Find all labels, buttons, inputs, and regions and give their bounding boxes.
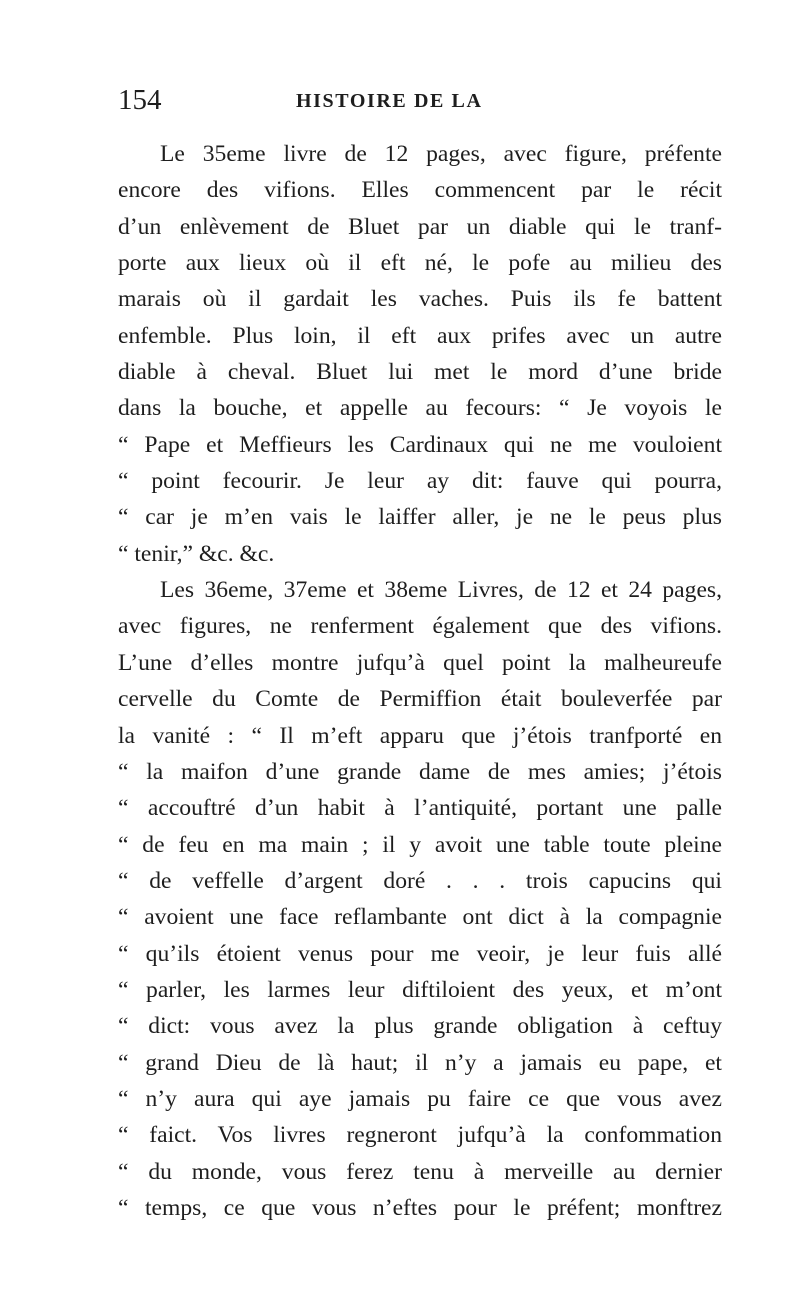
running-head bbox=[118, 84, 723, 116]
text-line: Le 35eme livre de 12 pages, avec figure, préfente bbox=[160, 141, 722, 167]
text-line: L’une d’elles montre jufqu’à quel point la malheureufe bbox=[118, 649, 722, 676]
text-line: “ de feu en ma main ; il y avoit une table toute pleine bbox=[118, 831, 722, 858]
text-line: “ tenir,” &c. &c. bbox=[118, 540, 275, 567]
text-line: enfemble. Plus loin, il eft aux prifes avec un autre bbox=[118, 322, 722, 349]
text-line: “ temps, ce que vous n’eftes pour le préfent; monftrez bbox=[118, 1194, 722, 1221]
text-line: “ dict: vous avez la plus grande obligation à ceftuy bbox=[118, 1013, 722, 1040]
text-line: “ n’y aura qui aye jamais pu faire ce que vous avez bbox=[118, 1085, 722, 1112]
body-text bbox=[118, 136, 722, 1226]
text-line: “ Pape et Meffieurs les Cardinaux qui ne me vouloient bbox=[118, 431, 722, 458]
text-line: Les 36eme, 37eme et 38eme Livres, de 12 et 24 pages, bbox=[160, 577, 722, 604]
text-line: “ du monde, vous ferez tenu à merveille au dernier bbox=[118, 1158, 722, 1185]
running-title: HISTOIRE DE LA bbox=[296, 90, 483, 112]
text-line: “ la maifon d’une grande dame de mes amies; j’étois bbox=[118, 758, 722, 785]
text-line: “ car je m’en vais le laiffer aller, je ne le peus plus bbox=[118, 504, 722, 531]
text-line: “ de veffelle d’argent doré . . . trois capucins qui bbox=[118, 867, 722, 894]
text-line: “ avoient une face reflambante ont dict à la compagnie bbox=[118, 904, 722, 931]
text-line: porte aux lieux où il eft né, le pofe au milieu des bbox=[118, 250, 722, 277]
text-line: avec figures, ne renferment également que des vifions. bbox=[118, 613, 722, 640]
text-line: marais où il gardait les vaches. Puis ils fe battent bbox=[118, 286, 722, 313]
text-line: “ accouftré d’un habit à l’antiquité, portant une palle bbox=[118, 795, 722, 822]
text-line: d’un enlèvement de Bluet par un diable qui le tranf- bbox=[118, 213, 722, 240]
text-line: “ point fecourir. Je leur ay dit: fauve qui pourra, bbox=[118, 468, 722, 495]
text-line: “ qu’ils étoient venus pour me veoir, je leur fuis allé bbox=[118, 940, 722, 967]
text-line: la vanité : “ Il m’eft apparu que j’étois tranfporté en bbox=[118, 722, 722, 749]
text-line: “ faict. Vos livres regneront jufqu’à la confommation bbox=[118, 1122, 722, 1149]
text-line: cervelle du Comte de Permiffion était bouleverfée par bbox=[118, 686, 722, 713]
text-line: dans la bouche, et appelle au fecours: “ Je voyois le bbox=[118, 395, 722, 422]
page-number: 154 bbox=[118, 84, 162, 116]
text-line: diable à cheval. Bluet lui met le mord d’une bride bbox=[118, 359, 722, 386]
text-line: encore des vifions. Elles commencent par le récit bbox=[118, 177, 722, 204]
text-line: “ parler, les larmes leur diftiloient des yeux, et m’ont bbox=[118, 976, 722, 1003]
text-line: “ grand Dieu de là haut; il n’y a jamais eu pape, et bbox=[118, 1049, 722, 1076]
